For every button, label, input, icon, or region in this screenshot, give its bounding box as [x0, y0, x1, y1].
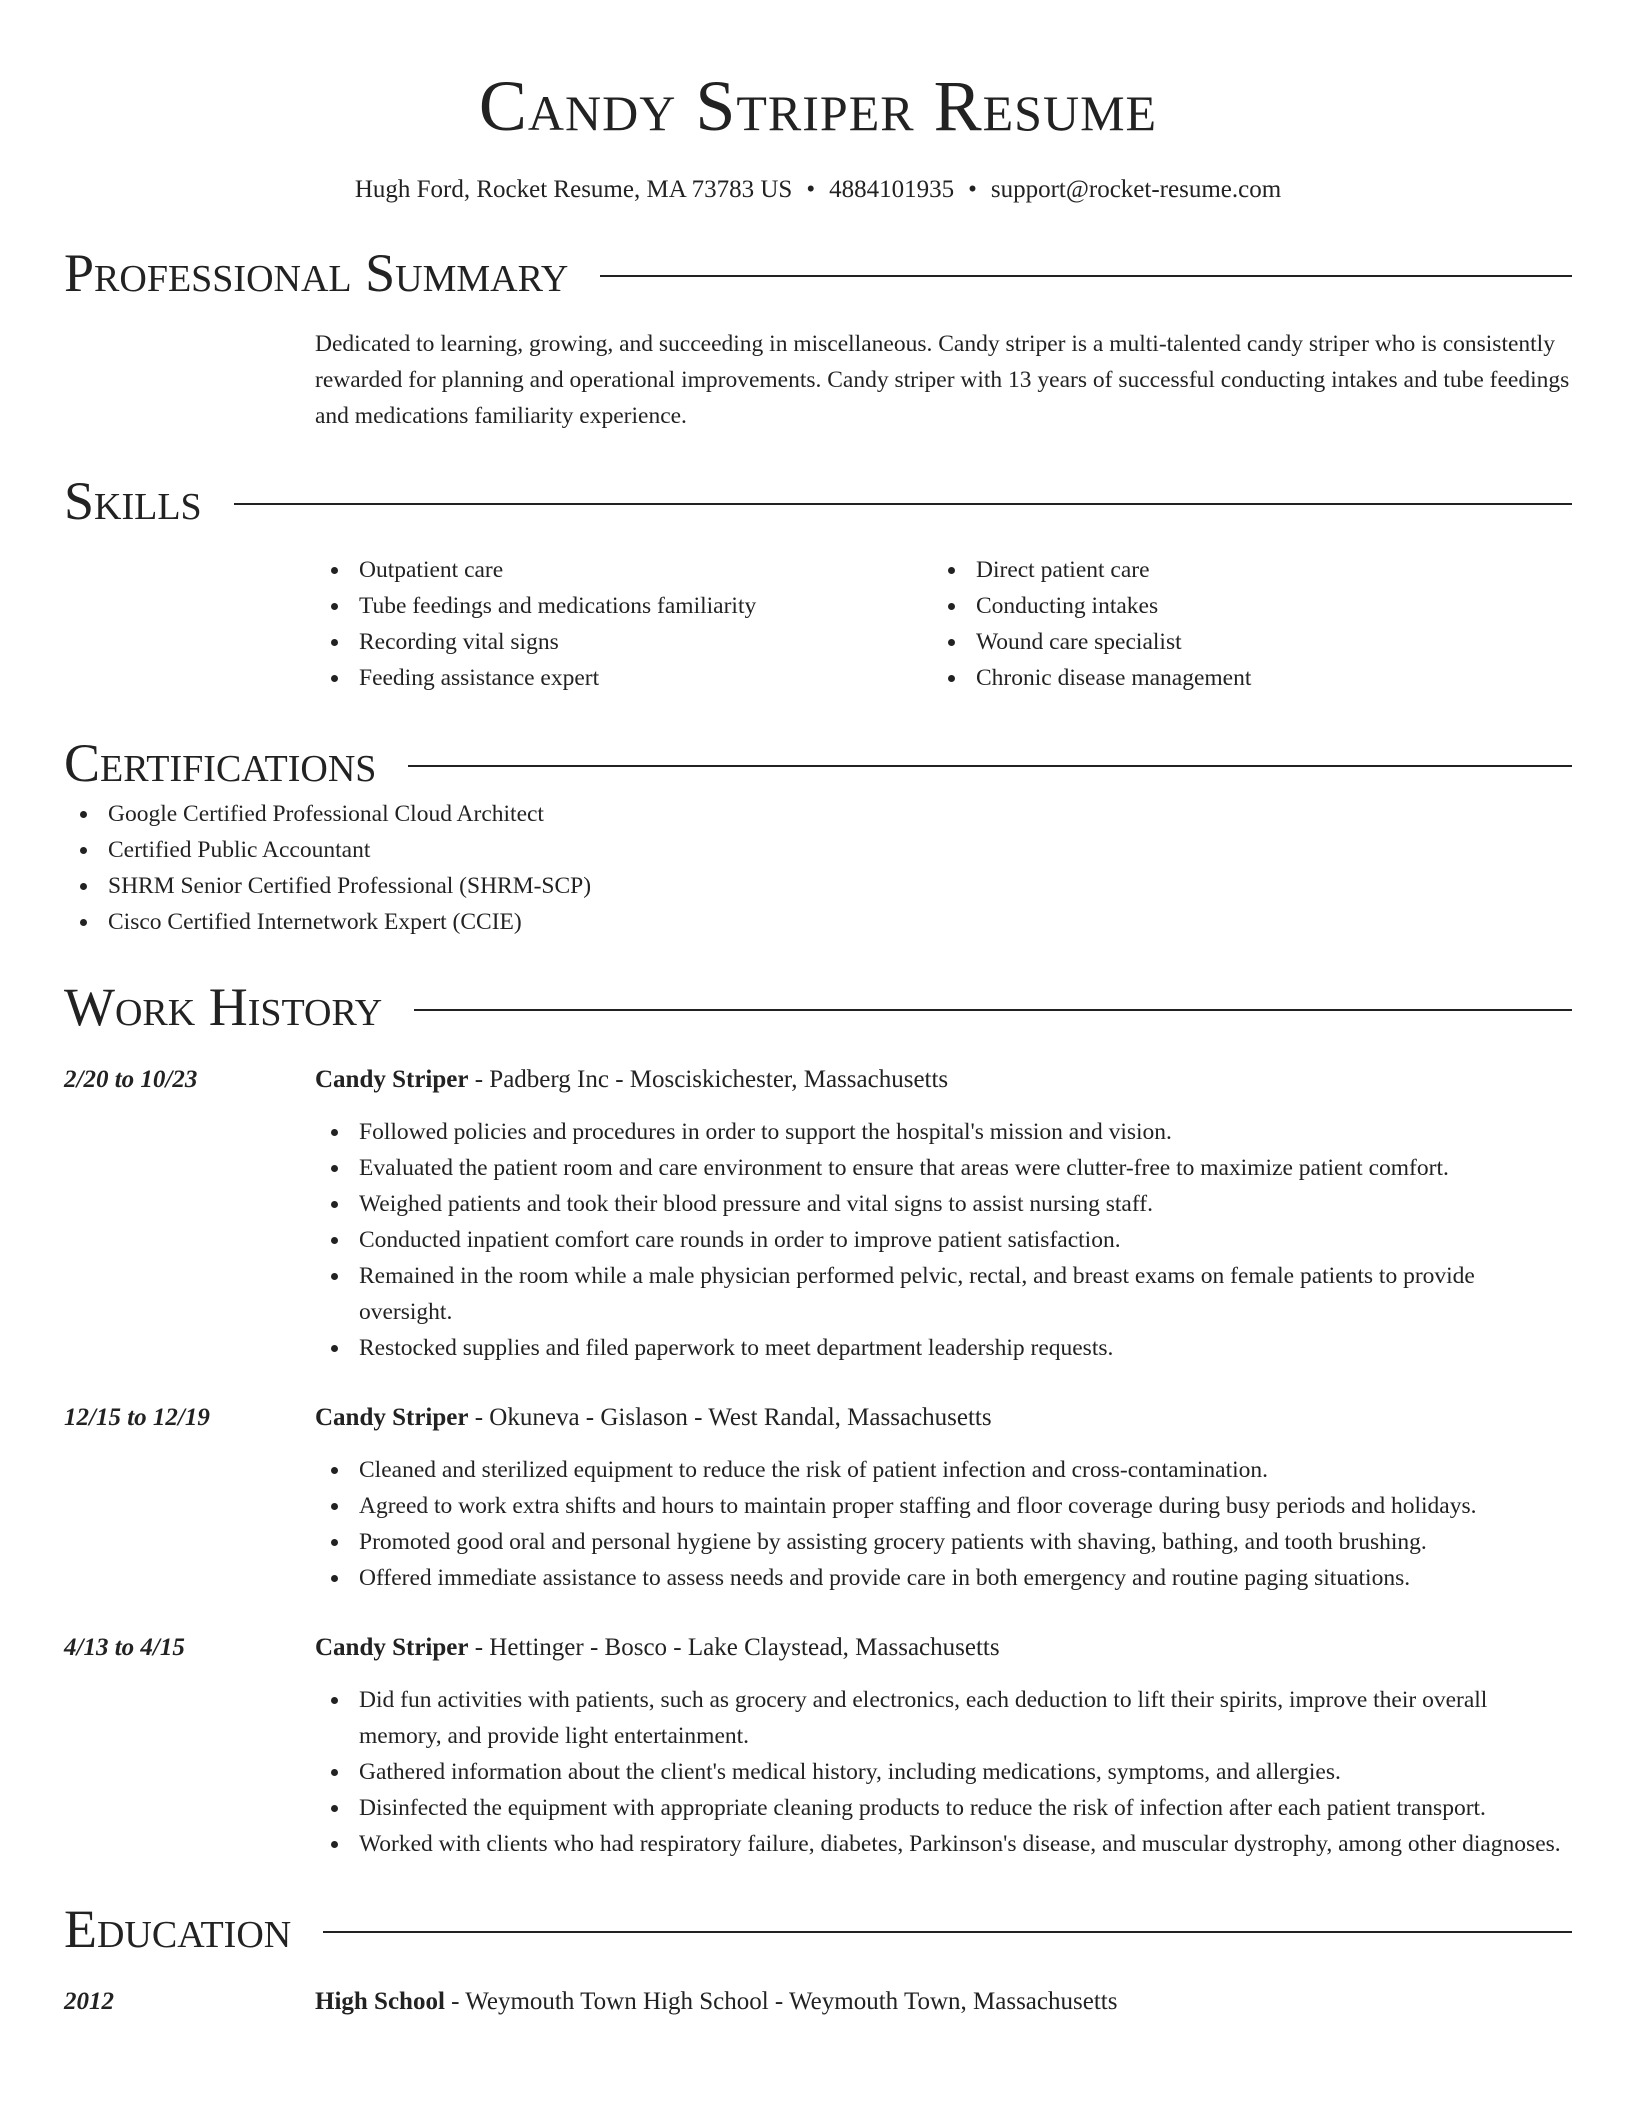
job-bullet: Did fun activities with patients, such as grocery and electronics, each deduction to lift their spirits, improve their overall memory, and provide light entertainment.: [315, 1682, 1572, 1754]
job-dates: 4/13 to 4/15: [64, 1634, 185, 1661]
job-main: [315, 1062, 1572, 1366]
certifications-section-header: [64, 730, 1572, 796]
job-entry: [64, 1062, 1572, 1366]
contact-phone: 4884101935: [829, 176, 955, 203]
skill-item: Outpatient care: [315, 552, 932, 588]
section-divider: [414, 1009, 1572, 1011]
job-role: Candy Striper: [315, 1404, 469, 1431]
job-main: [315, 1400, 1572, 1596]
skill-item: Tube feedings and medications familiarity: [315, 588, 932, 624]
education-year: 2012: [64, 1988, 114, 2015]
section-divider: [408, 765, 1572, 767]
section-divider: [323, 1931, 1572, 1933]
job-details: - Okuneva - Gislason - West Randal, Massachusetts: [468, 1404, 992, 1431]
education-details: - Weymouth Town High School - Weymouth Town, Massachusetts: [444, 1988, 1118, 2015]
job-bullet: Conducted inpatient comfort care rounds in order to improve patient satisfaction.: [315, 1222, 1572, 1258]
section-divider: [600, 275, 1572, 277]
summary-section-header: [64, 240, 1572, 306]
job-bullet: Promoted good oral and personal hygiene by assisting grocery patients with shaving, bathing, and tooth brushing.: [315, 1524, 1572, 1560]
skill-item: Feeding assistance expert: [315, 660, 932, 696]
education-heading: Education: [64, 1899, 292, 1959]
certifications-list: [64, 796, 1572, 940]
skills-column-right: [932, 552, 1549, 696]
certifications-heading: Certifications: [64, 733, 377, 793]
skills-section-header: [64, 468, 1572, 534]
job-bullet: Disinfected the equipment with appropriate cleaning products to reduce the risk of infection after each patient transport.: [315, 1790, 1572, 1826]
skill-item: Direct patient care: [932, 552, 1549, 588]
certification-item: Certified Public Accountant: [64, 832, 1572, 868]
job-bullet: Evaluated the patient room and care environment to ensure that areas were clutter-free to maximize patient comfort.: [315, 1150, 1572, 1186]
work-heading: Work History: [64, 977, 383, 1037]
summary-text: Dedicated to learning, growing, and succeeding in miscellaneous. Candy striper is a multi-talented candy striper who is consistently rewarded for planning and operational improvements. Candy striper with 13 years of successful conducting intakes and tube feedings and medications familiarity experience.: [315, 331, 1570, 429]
job-details: - Padberg Inc - Mosciskichester, Massachusetts: [468, 1066, 949, 1093]
job-title-line: [315, 1400, 1572, 1436]
contact-address: Hugh Ford, Rocket Resume, MA 73783 US: [354, 176, 793, 203]
job-entry: [64, 1400, 1572, 1596]
contact-separator: •: [806, 176, 816, 203]
job-bullet: Agreed to work extra shifts and hours to maintain proper staffing and floor coverage during busy periods and holidays.: [315, 1488, 1572, 1524]
job-bullet: Worked with clients who had respiratory failure, diabetes, Parkinson's disease, and muscular dystrophy, among other diagnoses.: [315, 1826, 1572, 1862]
resume-page: [64, 0, 1572, 2020]
job-entry: [64, 1630, 1572, 1862]
skill-item: Conducting intakes: [932, 588, 1549, 624]
job-details: - Hettinger - Bosco - Lake Claystead, Massachusetts: [468, 1634, 1000, 1661]
job-role: Candy Striper: [315, 1634, 469, 1661]
contact-line: [64, 174, 1572, 206]
certification-item: SHRM Senior Certified Professional (SHRM-SCP): [64, 868, 1572, 904]
education-entry: [64, 1984, 1572, 2020]
summary-heading: Professional Summary: [64, 243, 569, 303]
skill-item: Recording vital signs: [315, 624, 932, 660]
job-bullet: Offered immediate assistance to assess needs and provide care in both emergency and routine paging situations.: [315, 1560, 1572, 1596]
education-degree: High School: [315, 1988, 445, 2015]
job-bullets: [315, 1452, 1572, 1596]
contact-separator: •: [968, 176, 977, 203]
skill-item: Wound care specialist: [932, 624, 1549, 660]
skills-heading: Skills: [64, 471, 202, 531]
skills-column-left: [315, 552, 932, 696]
job-bullet: Remained in the room while a male physician performed pelvic, rectal, and breast exams on female patients to provide oversight.: [315, 1258, 1572, 1330]
skill-item: Chronic disease management: [932, 660, 1549, 696]
job-main: [315, 1630, 1572, 1862]
education-section-header: [64, 1896, 1572, 1962]
education-line: [315, 1984, 1572, 2020]
education-main: [315, 1984, 1572, 2020]
job-role: Candy Striper: [315, 1066, 469, 1093]
skills-grid: [315, 552, 1572, 696]
job-dates: 12/15 to 12/19: [64, 1404, 210, 1431]
job-bullets: [315, 1682, 1572, 1862]
job-bullet: Weighed patients and took their blood pressure and vital signs to assist nursing staff.: [315, 1186, 1572, 1222]
job-dates: 2/20 to 10/23: [64, 1066, 198, 1093]
certification-item: Google Certified Professional Cloud Architect: [64, 796, 1572, 832]
contact-email: support@rocket-resume.com: [990, 176, 1282, 203]
job-bullets: [315, 1114, 1572, 1366]
certification-item: Cisco Certified Internetwork Expert (CCIE): [64, 904, 1572, 940]
job-title-line: [315, 1062, 1572, 1098]
job-bullet: Followed policies and procedures in order to support the hospital's mission and vision.: [315, 1114, 1572, 1150]
job-bullet: Cleaned and sterilized equipment to reduce the risk of patient infection and cross-contamination.: [315, 1452, 1572, 1488]
job-bullet: Restocked supplies and filed paperwork to meet department leadership requests.: [315, 1330, 1572, 1366]
resume-title: Candy Striper Resume: [478, 66, 1158, 146]
job-title-line: [315, 1630, 1572, 1666]
section-divider: [234, 503, 1572, 505]
job-bullet: Gathered information about the client's medical history, including medications, symptoms, and allergies.: [315, 1754, 1572, 1790]
work-section-header: [64, 974, 1572, 1040]
